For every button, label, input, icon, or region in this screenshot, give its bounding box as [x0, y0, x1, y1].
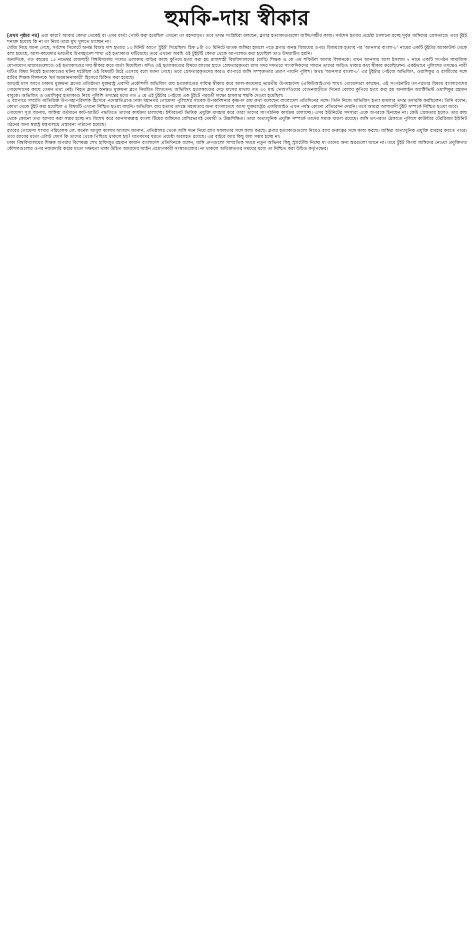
paragraph-1: [7, 34, 467, 46]
paragraph-8: ঢাকা বিশ্ববিদ্যালয়ের শিক্ষক অপরাধ বিশেষজ্ঞ শেখ হাফিজুর রহমান কার্জন বাংলাদেশ প্রতিদিনকে বলেন, জঙ্গি গ্রুপগুলো সাম্প্রতিক সময়ে নতুন অভিনব কিছু স্ট্র্যাটেজি নিচ্ছে যা তাদের অন্য স্তরগুলো জানে না। তবে টুইট কিংবা জঙ্গিদের নেওয়া প্রযুক্তিগত কৌশলগুলোর ওপর নজরদারি করার মতো সক্ষমতা থাকা উচিত আমাদের আইন প্রয়োগকারী সংস্থাগুলোর। না থাকলে অতিদ্রুততর সময়ের মধ্যে তা নিশ্চিত করা উচিত কর্তৃপক্ষের।: [7, 141, 467, 153]
paragraph-7: র‌্যাবের গোয়েন্দা শাখার পরিচালক লে. কর্নেল আবুল কালাম আজাদ জানান, প্রতিষ্ঠালগ্ন থেকে জঙ্গি দমন নিয়ে র‌্যাব সফলতার সঙ্গে কাজ করছে। ব্লগার হত্যাকাণ্ডগুলো নিয়েও র‌্যাব গুরুত্বের সঙ্গে কাজ করছে। জঙ্গিরা অত্যাধুনিক প্রযুক্তি ব্যবহার করতে পারে। তবে র‌্যাবের মতো এলিট ফোর্স কি তাদের থেকে পিছিয়ে থাকলে হয়? ঘাতকদের ধরতে প্রচেষ্টা অব্যাহত রয়েছে। এর বাইরে আর কিছু বলা সম্ভব হচ্ছে না।: [7, 129, 467, 141]
paragraph-3: অন্যদিকে, গত বছরের ১৫ নভেম্বর রাজশাহী বিশ্ববিদ্যালয় সংলগ্ন এলাকায় বাড়ির কাছে কুপিয়ে হত্যা করা হয় রাজশাহী বিশ্ববিদ্যালয়ের (রাবি) শিক্ষক এ কে এম শফিউল আলম লিলনকে। তখন আনসার আল ইসলাম ৭ নামে একটি সংগঠন সামাজিক যোগাযোগ মাধ্যমগুলোতে ওই হত্যাকাণ্ডের দায় স্বীকার করে বার্তা দিয়েছিল। যদিও ওই হত্যাকাণ্ডের বিষয়ে র‌্যাবের হাতে গ্রেফতারকৃতরা র‌্যাব সদর দফতরে সাংবাদিকদের সামনে তাদের জড়িত থাকার কথা স্বীকার করেছিলেন। একইভাবে পুলিশের তদন্তেও নারী ঘটিত বিষয় নিয়েই হত্যাকাণ্ডের ঘটনা ঘটেছিল ওই বিষয়টি উঠে এসেছে বলে জানা গেছে। তবে গ্রেফতারকৃতদের কারও ব্যাপারে জঙ্গি সম্পৃক্ততার প্রমাণ পায়নি পুলিশ। অথচ 'আনসার বাংলা-৮' এর টুইটার পেইজে অভিজিৎ, ওয়াশিকুর ও রাজীবের সঙ্গে রাবির শিক্ষক লিলনকে 'ধর্ম অবমাননাকারী' হিসেবে চিহ্নিত করা হয়েছে।: [7, 57, 467, 81]
paragraph-6: গোয়েন্দা সূত্র জানায়, জঙ্গিরা বর্তমানে কাট-আউট পদ্ধতিতে তাদের কার্যক্রম চালাচ্ছে। ইন্টারনেট ভিত্তিক প্রযুক্তি ব্যবহার করে তারা তাদের সাংগঠনিক কার্যক্রম চালাচ্ছে। এসব ইউনিটের সদস্যরা একে অপরকে চিনছেন না। কেউ গ্রেফতার হলেও তার কাছ থেকে কোনো তথ্য আদায় করা সম্ভব হচ্ছে না। বিশেষ করে আনসারুল্লাহ বাংলা টিমের জঙ্গিদের বেশিরভাগই মেধাবী ও উচ্চশিক্ষিত। তারা অত্যাধুনিক প্রযুক্তি সম্পর্কে তাদের সম্যক ধারণা রয়েছে। জঙ্গি তৎপরতা ঠেকাতে পুলিশে কাউন্টার টেররিজম ইউনিট গঠনের জন্য স্বরাষ্ট্র মন্ত্রণালয়ে প্রস্তাবনা পাঠানো হয়েছে।: [7, 111, 467, 129]
headline: হুমকি-দায় স্বীকার: [164, 6, 310, 30]
lead-in: [প্রথম পৃষ্ঠার পর]: [7, 34, 40, 39]
paragraph-5: এ ব্যাপারে সম্প্রতি অতিরিক্ত উপ-মহাপরিদর্শক হিসেবে পদোন্নতিপ্রাপ্ত ঢাকা মহানগর গোয়েন্দা পুলিশের সাবেক উপকমিশনার কৃষ্ণপদ রায় কথা বলেছেন বাংলাদেশ প্রতিদিনের সঙ্গে। তিনি নিজে অভিজিৎ হত্যা মামলার তদন্ত তদারকি করছিলেন। তিনি বলেন, কোথা থেকে টুইট করা হয়েছিল এ বিষয়টি এখনো নিশ্চিত হওয়া যায়নি। অভিজিৎ রায় হত্যার তদন্তে সহায়তার জন্য বাংলাদেশে আসা যুক্তরাষ্ট্রের এফবিআইও এখন পর্যন্ত কোনো প্রতিবেদন দেয়নি। তবে আমরা আশাবাদী টুইট সম্পর্কে নিশ্চিত হওয়া যাবে।: [7, 99, 467, 111]
article-body: [7, 34, 467, 153]
paragraph-2: খোঁজ নিয়ে জানা গেছে, সর্বশেষ সিলেটে অনন্ত বিজয় দাশ হত্যার ১৩ মিনিট আগে 'টুইট' দিয়েছিল। ঠিক ৮টা ৩০ মিনিটে ঘাতক জঙ্গিরা হামলে পড়ে ব্লগার অনন্ত বিজয়ের ওপর। বিজয়কে হত্যার পর 'আনসার বাংলা-৮' নামের একটি টুইটার অ্যাকাউন্ট থেকে বলা হয়েছে, আল-কায়েদার ভারতীয় উপমহাদেশ শাখা এই হত্যাকাণ্ড ঘটিয়েছে। তবে এখনো অবধি ওই টুইটটি কোথা থেকে আপলোড করা হয়েছিল তাও উদঘাটিত হয়নি।: [7, 45, 467, 57]
paragraph-4: আড়াই মাস আগে ঢাকায় মুক্তমনা ব্লগের প্রতিষ্ঠাতা যুক্তরাষ্ট্র প্রবাসী প্রকৌশলী অভিজিৎ রায় হত্যাকাণ্ডের দায়িত্ব স্বীকার করে আল-কায়েদার ভারতীয় উপমহাদেশ (একিউআইএস) শাখা। গোয়েন্দারা বলছেন, এই সংগঠনটির তৎপরতার বিষয়ে বাংলাদেশের গোয়েন্দাদের কাছে তেমন তথ্য নেই। নিহত ব্লগার অনন্তও মুক্তমনা ব্লগে নিয়মিত লিখতেন। অভিজিৎ হত্যাকাণ্ডের দেড় মাসের মাথায় গত ৩০ মার্চ তেজগাঁওয়ের বেগুনবাড়ীতে দিনের বেলায় কুপিয়ে হত্যা করা হয় অনলাইন অ্যাক্টিভিস্ট ওয়াশিকুর রহমান বাবুকে। অভিজিৎ ও ওয়াশিকুর হত্যাকাণ্ড নিয়ে পুলিশি তদন্তের মধ্যে গত ৫ মে এই টুইটার পেইজে এক টুইটে পরবর্তী লক্ষ্যে হামলার হুমকি দেওয়া হয়েছিল।: [7, 81, 467, 99]
paragraph-text: এরা কারা? আবার কোথা থেকেই বা এসব বার্তা পোস্ট করা হয়েছিল এখনো তা রহস্যাবৃত। তবে তদন্ত সংশ্লিষ্টরা বলছেন, ব্লগার হত্যাকাণ্ডগুলো জঙ্গিগোষ্ঠীর কাজ। সর্বশেষ হত্যায় প্রচেষ্টা চালানো হচ্ছে দুর্বৃত্ত জঙ্গিদের গ্রেফতারে। তবে টুইট শনাক্ত হয়েছে কি না তা নিয়ে তারা মুখ খুলতে চাচ্ছেন না।: [7, 34, 467, 45]
